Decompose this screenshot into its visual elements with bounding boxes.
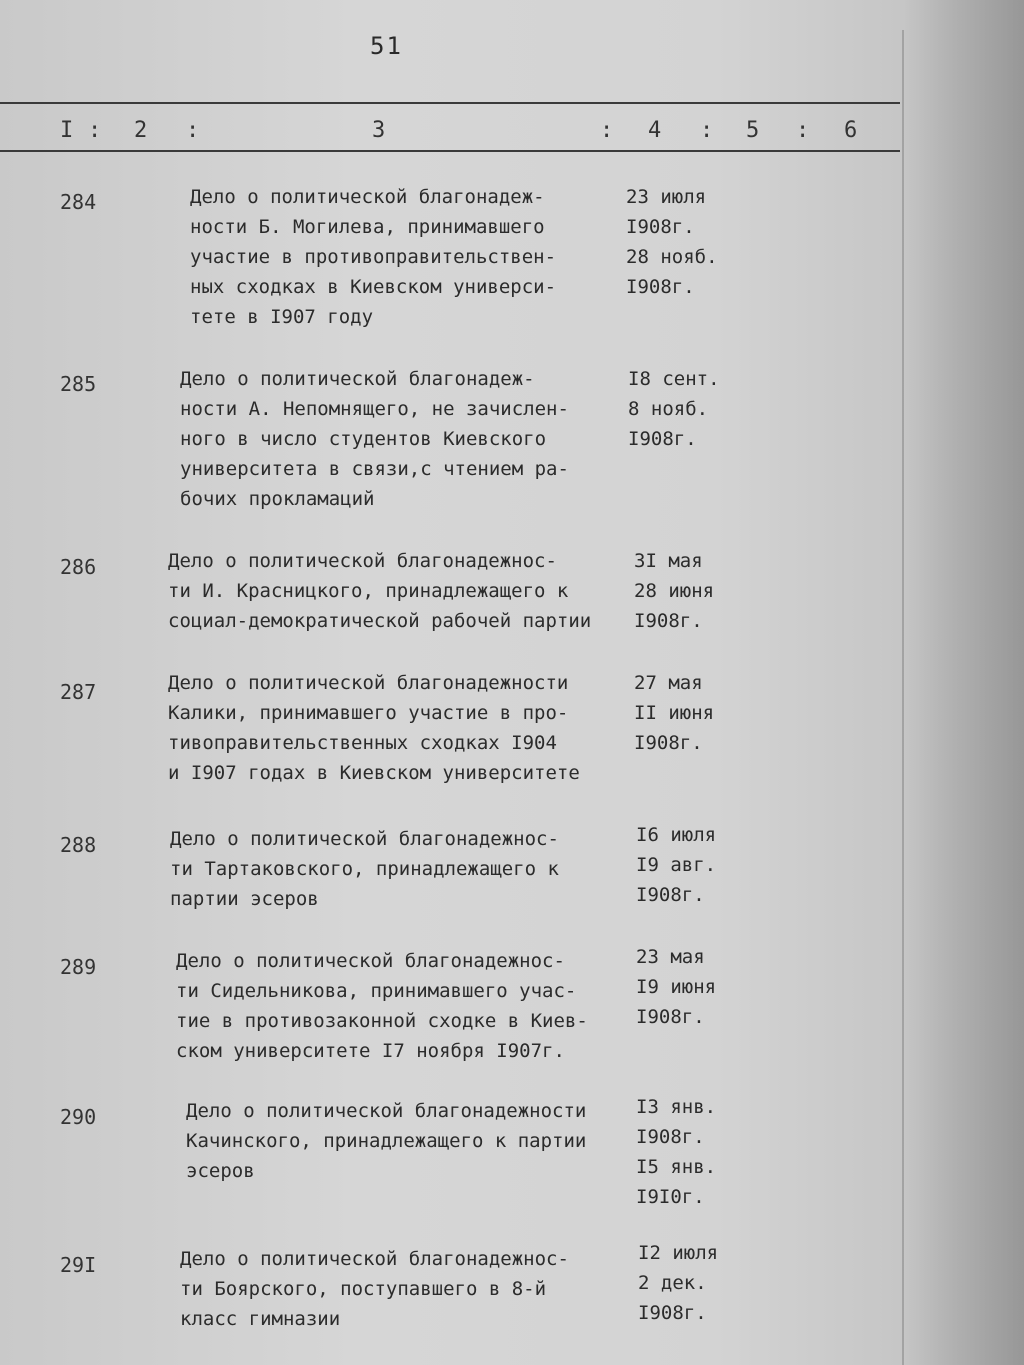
paper-fold-line [902, 30, 904, 1365]
entry-dates: I2 июля 2 дек. I908г. [638, 1242, 719, 1324]
entry-number: 29I [60, 1253, 97, 1277]
page-number: 51 [370, 32, 403, 60]
column-separator: : [700, 118, 714, 143]
column-separator: : [186, 118, 200, 143]
entry-number: 286 [60, 555, 97, 579]
entry-dates: I6 июля I9 авг. I908г. [636, 824, 717, 906]
column-header-6: 6 [844, 118, 858, 143]
column-header-3: 3 [372, 118, 386, 143]
entry-description: Дело о политической благонадежности Калики, принимавшего участие в про- тивоправительственных сходках I904 и I907 годах в Киевском университете [168, 672, 580, 784]
entry-description: Дело о политической благонадеж- ности Б. Могилева, принимавшего участие в противоправительствен- ных сходках в Киевском универси- тете в I907 году [190, 186, 557, 328]
entry-number: 289 [60, 955, 97, 979]
column-header-4: 4 [648, 118, 662, 143]
entry-dates: 27 мая II июня I908г. [634, 672, 715, 754]
entry-description: Дело о политической благонадежнос- ти Боярского, поступавшего в 8-й класс гимназии [180, 1248, 569, 1330]
header-bottom-rule [0, 150, 900, 152]
entry-number: 288 [60, 833, 97, 857]
entry-dates: I8 сент. 8 нояб. I908г. [628, 368, 720, 450]
column-separator: : [600, 118, 614, 143]
entry-description: Дело о политической благонадежнос- ти Сидельникова, принимавшего учас- тие в противозаконной сходке в Киев- ском университете I7 ноября I907г. [176, 950, 588, 1062]
column-separator: : [88, 118, 102, 143]
column-separator: : [796, 118, 810, 143]
entry-dates: 23 июля I908г. 28 нояб. I908г. [626, 186, 718, 298]
entry-number: 284 [60, 190, 97, 214]
entry-description: Дело о политической благонадежнос- ти Тартаковского, принадлежащего к партии эсеров [170, 828, 559, 910]
entry-dates: 3I мая 28 июня I908г. [634, 550, 715, 632]
entry-dates: I3 янв. I908г. I5 янв. I9I0г. [636, 1096, 717, 1208]
column-header-2: 2 [134, 118, 148, 143]
entry-number: 290 [60, 1105, 97, 1129]
entry-description: Дело о политической благонадежности Качинского, принадлежащего к партии эсеров [186, 1100, 587, 1182]
header-top-rule [0, 102, 900, 104]
entry-number: 285 [60, 372, 97, 396]
entry-description: Дело о политической благонадеж- ности А. Непомнящего, не зачислен- ного в число студентов Киевского университета в связи,с чтением ра- бочих прокламаций [180, 368, 569, 510]
entry-description: Дело о политической благонадежнос- ти И. Красницкого, принадлежащего к социал-демократической рабочей партии [168, 550, 592, 632]
column-header-5: 5 [746, 118, 760, 143]
page-edge-shadow [904, 0, 1024, 1365]
entry-number: 287 [60, 680, 97, 704]
column-header-1: I [60, 118, 74, 143]
entry-dates: 23 мая I9 июня I908г. [636, 946, 717, 1028]
